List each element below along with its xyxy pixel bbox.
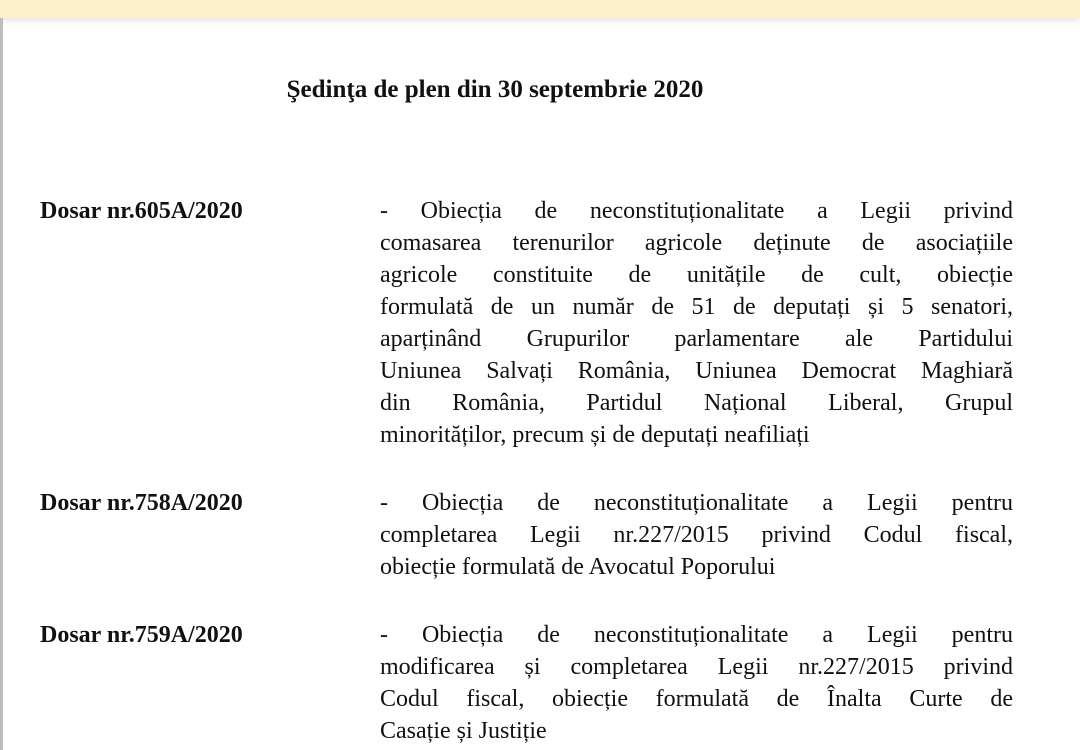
description-line: - Obiecția de neconstituționalitate a Legii privind <box>380 198 1013 224</box>
document-title: Şedinţa de plen din 30 septembrie 2020 <box>286 76 704 103</box>
page-edge <box>0 18 3 750</box>
dosar-description <box>380 619 1013 747</box>
dosar-number: Dosar nr.759A/2020 <box>40 622 243 648</box>
description-line: completarea Legii nr.227/2015 privind Codul fiscal, <box>380 522 1013 548</box>
description-line: modificarea și completarea Legii nr.227/2015 privind <box>380 654 1013 680</box>
dosar-description <box>380 195 1013 451</box>
description-line: obiecție formulată de Avocatul Poporului <box>380 554 776 580</box>
dosar-number: Dosar nr.605A/2020 <box>40 198 243 224</box>
description-line: - Obiecția de neconstituționalitate a Legii pentru <box>380 622 1013 648</box>
description-line: agricole constituite de unitățile de cult, obiecție <box>380 262 1013 288</box>
description-line: minorităților, precum și de deputați neafiliați <box>380 422 810 448</box>
top-toolbar <box>0 0 1080 18</box>
description-line: aparținând Grupurilor parlamentare ale Partidului <box>380 326 1013 352</box>
description-line: din România, Partidul Național Liberal, Grupul <box>380 390 1013 416</box>
description-line: Codul fiscal, obiecție formulată de Înalta Curte de <box>380 686 1013 712</box>
dosar-number: Dosar nr.758A/2020 <box>40 490 243 516</box>
dosar-description <box>380 487 1013 583</box>
description-line: formulată de un număr de 51 de deputați și 5 senatori, <box>380 294 1013 320</box>
description-line: - Obiecția de neconstituționalitate a Legii pentru <box>380 490 1013 516</box>
description-line: Uniunea Salvați România, Uniunea Democrat Maghiară <box>380 358 1013 384</box>
description-line: comasarea terenurilor agricole deținute de asociațiile <box>380 230 1013 256</box>
description-line: Casație și Justiție <box>380 718 547 744</box>
